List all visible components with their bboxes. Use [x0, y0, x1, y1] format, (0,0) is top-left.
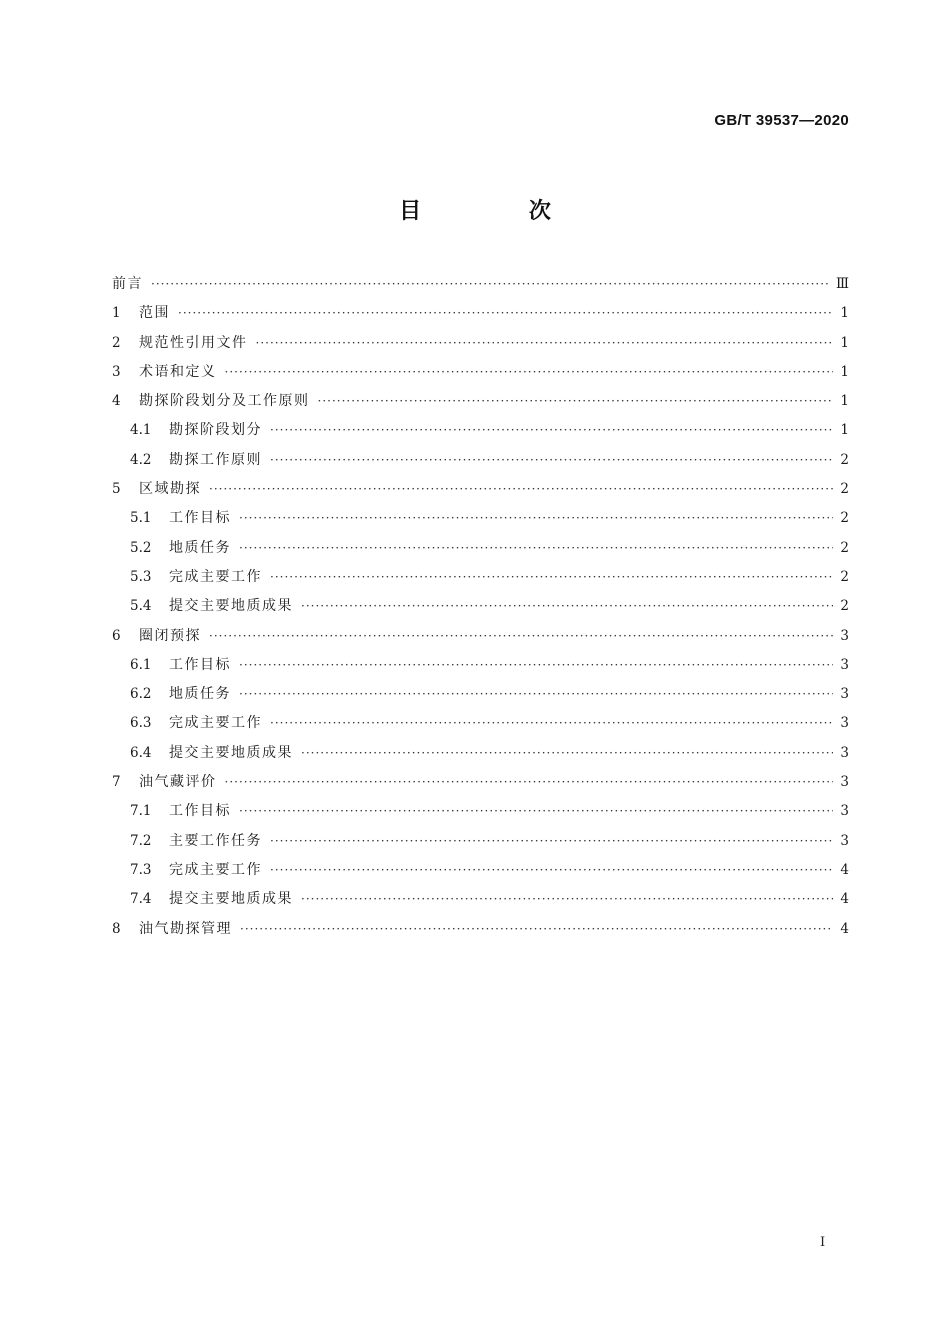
toc-entry-number: 6 [112, 627, 121, 644]
toc-entry-number: 3 [112, 363, 121, 380]
toc-entry-label: 油气勘探管理 [139, 920, 232, 937]
toc-entry-page: 2 [840, 451, 849, 468]
dot-leader [209, 475, 833, 504]
toc-entry-number: 4.2 [130, 451, 152, 468]
toc-entry-number: 6.4 [130, 744, 152, 761]
dot-leader [301, 739, 833, 768]
toc-entry-page: 1 [840, 422, 849, 439]
toc-entry-number: 5.3 [130, 568, 152, 585]
toc-entry[interactable] [112, 768, 849, 797]
toc-entry-page: 2 [840, 568, 849, 585]
toc-entry-label: 勘探阶段划分 [169, 422, 262, 439]
toc-entry-page: 4 [840, 861, 849, 878]
toc-entry-number: 6.1 [130, 656, 152, 673]
toc-subentry[interactable] [112, 680, 849, 709]
standard-code: GB/T 39537—2020 [714, 112, 849, 129]
toc-entry-number: 5.4 [130, 598, 152, 615]
toc-subentry[interactable] [112, 504, 849, 533]
toc-entry-label: 工作目标 [169, 803, 231, 820]
toc-entry-page: Ⅲ [835, 276, 849, 292]
toc-subentry[interactable] [112, 534, 849, 563]
toc-entry-label: 主要工作任务 [169, 832, 262, 849]
toc-entry-number: 2 [112, 334, 121, 351]
toc-entry-label: 完成主要工作 [169, 715, 262, 732]
toc-entry-label: 勘探工作原则 [169, 451, 262, 468]
toc-entry[interactable] [112, 358, 849, 387]
dot-leader [270, 709, 833, 738]
toc-entry-number: 4 [112, 393, 121, 410]
toc-entry-page: 2 [840, 539, 849, 556]
toc-entry-label: 提交主要地质成果 [169, 598, 293, 615]
toc-subentry[interactable] [112, 651, 849, 680]
toc-entry-label: 勘探阶段划分及工作原则 [139, 393, 310, 410]
dot-leader [270, 856, 833, 885]
toc-subentry[interactable] [112, 563, 849, 592]
toc-subentry[interactable] [112, 885, 849, 914]
dot-leader [256, 329, 834, 358]
dot-leader [239, 504, 833, 533]
toc-entry-number: 5.1 [130, 510, 152, 527]
toc-entry-page: 3 [840, 686, 849, 703]
toc-entry-label: 工作目标 [169, 510, 231, 527]
toc-entry-number: 7.2 [130, 832, 152, 849]
toc-entry-label: 地质任务 [169, 686, 231, 703]
toc-entry-number: 5 [112, 481, 121, 498]
toc-entry[interactable] [112, 622, 849, 651]
dot-leader [301, 885, 833, 914]
toc-entry-label: 完成主要工作 [169, 568, 262, 585]
toc-subentry[interactable] [112, 827, 849, 856]
page-number: I [820, 1235, 826, 1250]
toc-entry-page: 2 [840, 598, 849, 615]
toc-entry-page: 3 [840, 656, 849, 673]
dot-leader [151, 270, 830, 299]
toc-entry-page: 3 [840, 803, 849, 820]
dot-leader [270, 416, 833, 445]
dot-leader [270, 827, 833, 856]
toc-subentry[interactable] [112, 446, 849, 475]
dot-leader [301, 592, 833, 621]
dot-leader [225, 358, 834, 387]
toc-entry-page: 1 [840, 334, 849, 351]
page-title: 目 次 [399, 199, 601, 224]
toc-entry-number: 1 [112, 305, 121, 322]
dot-leader [239, 680, 833, 709]
dot-leader [239, 534, 833, 563]
toc-entry-page: 1 [840, 393, 849, 410]
toc-entry-page: 1 [840, 305, 849, 322]
toc-entry-page: 3 [840, 744, 849, 761]
dot-leader [178, 299, 833, 328]
toc-entry-label: 圈闭预探 [139, 627, 201, 644]
dot-leader [239, 797, 833, 826]
toc-entry-number: 7.1 [130, 803, 152, 820]
toc-entry-number: 7.4 [130, 891, 152, 908]
dot-leader [209, 622, 833, 651]
dot-leader [225, 768, 834, 797]
toc-entry-label: 地质任务 [169, 539, 231, 556]
toc-entry[interactable] [112, 299, 849, 328]
toc-entry-label: 前言 [112, 276, 143, 292]
toc-entry-number: 7 [112, 774, 121, 791]
toc-subentry[interactable] [112, 709, 849, 738]
toc-subentry[interactable] [112, 592, 849, 621]
toc-entry-number: 4.1 [130, 422, 152, 439]
toc-entry-page: 3 [840, 832, 849, 849]
toc-entry-label: 规范性引用文件 [139, 334, 248, 351]
toc-entry-label: 区域勘探 [139, 481, 201, 498]
toc-entry-label: 工作目标 [169, 656, 231, 673]
toc-entry-page: 3 [840, 715, 849, 732]
toc-entry[interactable] [112, 475, 849, 504]
toc-entry-page: 1 [840, 363, 849, 380]
toc-entry-label: 范围 [139, 305, 170, 322]
toc-entry-page: 2 [840, 510, 849, 527]
toc-entry-label: 提交主要地质成果 [169, 891, 293, 908]
toc-entry-label: 完成主要工作 [169, 861, 262, 878]
dot-leader [240, 915, 833, 944]
dot-leader [239, 651, 833, 680]
toc-entry-preface[interactable] [112, 270, 849, 299]
toc-entry-number: 6.2 [130, 686, 152, 703]
dot-leader [270, 563, 833, 592]
toc-entry-page: 4 [840, 891, 849, 908]
toc-entry-label: 提交主要地质成果 [169, 744, 293, 761]
toc-entry-number: 8 [112, 920, 121, 937]
toc-entry-label: 术语和定义 [139, 363, 217, 380]
toc-entry-page: 2 [840, 481, 849, 498]
toc-entry-number: 7.3 [130, 861, 152, 878]
toc-entry-page: 4 [840, 920, 849, 937]
toc-subentry[interactable] [112, 416, 849, 445]
toc-entry[interactable] [112, 387, 849, 416]
toc-entry[interactable] [112, 915, 849, 944]
toc-entry-page: 3 [840, 627, 849, 644]
toc-subentry[interactable] [112, 739, 849, 768]
toc-subentry[interactable] [112, 856, 849, 885]
dot-leader [318, 387, 834, 416]
toc-entry-number: 5.2 [130, 539, 152, 556]
toc-subentry[interactable] [112, 797, 849, 826]
toc-entry-page: 3 [840, 774, 849, 791]
toc-entry-label: 油气藏评价 [139, 774, 217, 791]
toc-entry-number: 6.3 [130, 715, 152, 732]
toc-entry[interactable] [112, 329, 849, 358]
dot-leader [270, 446, 833, 475]
table-of-contents [112, 270, 849, 944]
